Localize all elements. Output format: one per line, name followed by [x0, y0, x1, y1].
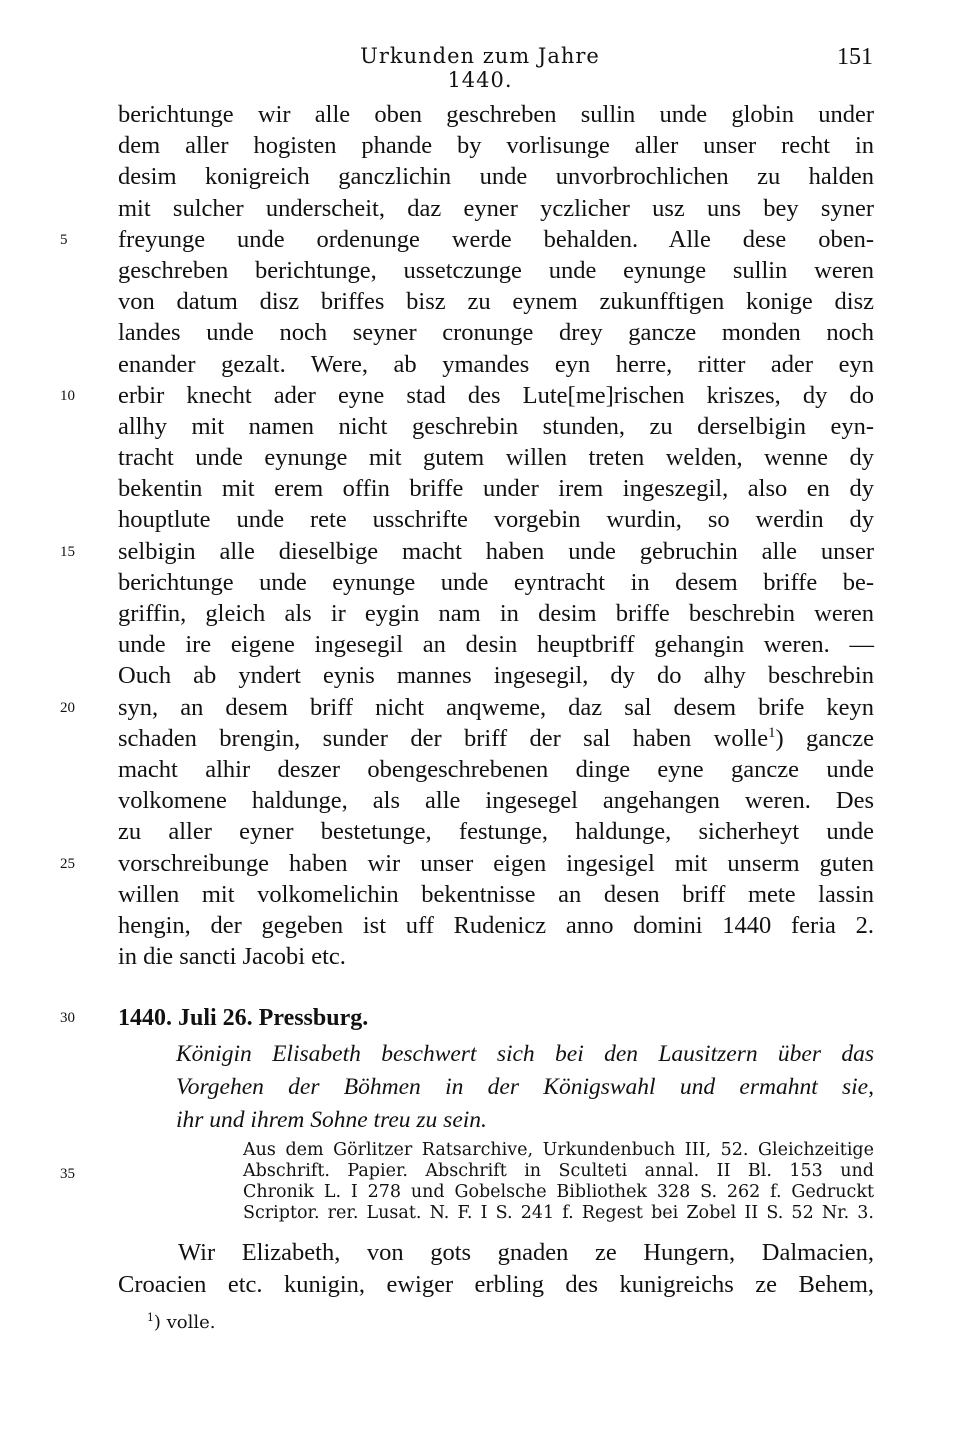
source-line: Chronik L. I 278 und Gobelsche Bibliothek 328 S. 262 f. Gedruckt — [243, 1182, 874, 1202]
summary-line: Königin Elisabeth beschwert sich bei den Lausitzern über das — [176, 1041, 874, 1067]
footnote — [147, 1312, 216, 1333]
text-line — [118, 723, 874, 754]
line-number: 5 — [60, 232, 68, 248]
entry-heading: 1440. Juli 26. Pressburg. — [118, 1005, 369, 1031]
text-line: landes unde noch seyner cronunge drey gancze monden noch — [118, 319, 874, 347]
text-line: selbigin alle dieselbige macht haben unde gebruchin alle unser — [118, 537, 874, 565]
text-line: griffin, gleich als ir eygin nam in desim briffe beschrebin weren — [118, 600, 874, 627]
text-line: berichtunge wir alle oben geschreben sullin unde globin under — [118, 101, 874, 128]
text-line: desim konigreich ganczlichin unde unvorbrochlichen zu halden — [118, 163, 874, 191]
text-line: syn, an desem briff nicht anqweme, daz sal desem brife keyn — [118, 693, 874, 721]
document-text — [118, 1237, 874, 1301]
text-line: allhy mit namen nicht geschrebin stunden, zu derselbigin eyn- — [118, 412, 874, 440]
line-number: 35 — [60, 1166, 75, 1182]
source-line: Scriptor. rer. Lusat. N. F. I S. 241 f. Regest bei Zobel II S. 52 Nr. 3. — [243, 1203, 874, 1223]
source-line: Abschrift. Papier. Abschrift in Sculteti annal. II Bl. 153 und — [243, 1161, 874, 1181]
text-line: Ouch ab yndert eynis mannes ingesegil, dy do alhy beschrebin — [118, 662, 874, 690]
line-number: 20 — [60, 700, 75, 716]
text-line: vorschreibunge haben wir unser eigen ingesigel mit unserm guten — [118, 849, 874, 877]
text-line: geschreben berichtunge, ussetczunge unde eynunge sullin weren — [118, 256, 874, 284]
text-line: volkomene haldunge, als alle ingesegel angehangen weren. Des — [118, 787, 874, 815]
page-number: 151 — [837, 44, 873, 70]
text-line: enander gezalt. Were, ab ymandes eyn herre, ritter ader eyn — [118, 350, 874, 378]
text-line: mit sulcher underscheit, daz eyner yczlicher usz uns bey syner — [118, 194, 874, 222]
text-line: Wir Elizabeth, von gots gnaden ze Hungern, Dalmacien, — [178, 1239, 874, 1266]
footnote-reference: 1 — [768, 724, 776, 741]
text-line: macht alhir deszer obengeschrebenen dinge eyne gancze unde — [118, 755, 874, 783]
text-line: erbir knecht ader eyne stad des Lute[me]rischen kriszes, dy do — [118, 381, 874, 409]
source-line: Aus dem Görlitzer Ratsarchive, Urkundenbuch III, 52. Gleichzeitige — [243, 1140, 874, 1160]
main-text — [118, 99, 874, 972]
text-line: zu aller eyner bestetunge, festunge, haldunge, sicherheyt unde — [118, 818, 874, 846]
running-header: Urkunden zum Jahre 1440. — [360, 44, 600, 92]
text-line: berichtunge unde eynunge unde eyntracht in desem briffe be- — [118, 568, 874, 596]
text-fragment: ) gancze — [775, 724, 874, 752]
text-line: in die sancti Jacobi etc. — [118, 943, 346, 971]
text-line: freyunge unde ordenunge werde behalden. Alle dese oben- — [118, 225, 874, 253]
text-line: Croacien etc. kunigin, ewiger erbling des kunigreichs ze Behem, — [118, 1271, 874, 1298]
text-fragment: schaden brengin, sunder der briff der sal haben wolle — [118, 724, 769, 752]
text-line: houptlute unde rete usschrifte vorgebin wurdin, so werdin dy — [118, 506, 874, 534]
summary-line: ihr und ihrem Sohne treu zu sein. — [176, 1107, 487, 1133]
text-line: tracht unde eynunge mit gutem willen treten welden, wenne dy — [118, 444, 874, 472]
text-line: willen mit volkomelichin bekentnisse an desen briff mete lassin — [118, 880, 874, 908]
footnote-text: ) volle. — [153, 1312, 216, 1333]
text-line: unde ire eigene ingesegil an desin heuptbriff gehangin weren. — — [118, 631, 874, 659]
text-line: von datum disz briffes bisz zu eynem zukunfftigen konige disz — [118, 288, 874, 316]
line-number: 15 — [60, 544, 75, 560]
summary-line: Vorgehen der Böhmen in der Königswahl und ermahnt sie, — [176, 1074, 874, 1100]
source-note — [243, 1140, 874, 1224]
footnote-marker: 1 — [147, 1311, 154, 1324]
line-number: 25 — [60, 856, 75, 872]
text-line: dem aller hogisten phande by vorlisunge aller unser recht in — [118, 132, 874, 160]
line-number: 30 — [60, 1010, 75, 1026]
text-line: hengin, der gegeben ist uff Rudenicz anno domini 1440 feria 2. — [118, 911, 874, 939]
text-line: bekentin mit erem offin briffe under irem ingeszegil, also en dy — [118, 475, 874, 503]
entry-summary — [176, 1038, 874, 1137]
line-number: 10 — [60, 388, 75, 404]
